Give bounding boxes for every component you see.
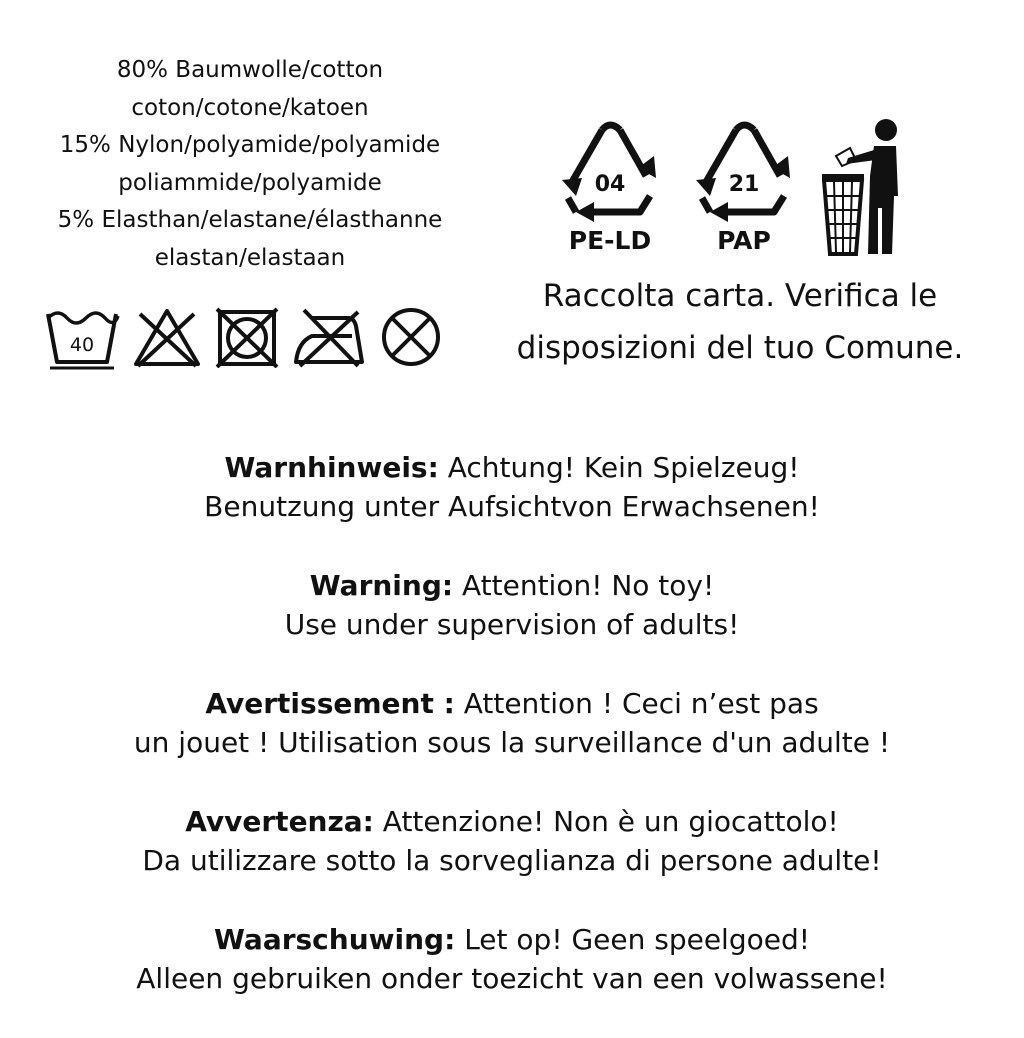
warning-block-it [0, 802, 1024, 880]
warning-text: Let op! Geen speelgoed! [455, 923, 810, 956]
warning-label: Warnhinweis: [224, 451, 439, 484]
recycle-triangle-icon [554, 116, 666, 226]
no-iron-icon [292, 306, 366, 368]
warning-label: Waarschuwing: [214, 923, 456, 956]
warning-block-fr [0, 684, 1024, 762]
recycle-triangle-icon [688, 116, 800, 226]
recycle-code: 04 [594, 172, 626, 197]
warning-block-de [0, 448, 1024, 526]
fabric-composition [0, 52, 500, 277]
recycle-code: 21 [728, 172, 760, 197]
safety-warnings [0, 448, 1024, 1038]
warning-text: Attenzione! Non è un giocattolo! [373, 805, 839, 838]
warning-line: Use under supervision of adults! [284, 608, 740, 641]
warning-line [0, 448, 1024, 487]
warning-line: un jouet ! Utilisation sous la surveillance d'un adulte ! [133, 726, 891, 759]
warning-line [0, 920, 1024, 959]
wash-temperature: 40 [69, 334, 95, 356]
warning-text: Attention ! Ceci n’est pas [454, 687, 819, 720]
recycling-symbols [548, 116, 908, 266]
warning-label: Avertissement : [205, 687, 455, 720]
warning-label: Warning: [309, 569, 454, 602]
warning-label: Avvertenza: [185, 805, 374, 838]
disposal-note [470, 270, 1010, 374]
disposal-note-line: Raccolta carta. Verifica le [542, 278, 938, 314]
warning-block-nl [0, 920, 1024, 998]
warning-line: Benutzung unter Aufsichtvon Erwachsenen! [204, 490, 820, 523]
warning-line [0, 802, 1024, 841]
warning-line: Da utilizzare sotto la sorveglianza di persone adulte! [142, 844, 882, 877]
composition-line: 15% Nylon/polyamide/polyamide [59, 132, 441, 158]
composition-line: coton/cotone/katoen [131, 94, 369, 121]
composition-line: poliammide/polyamide [118, 169, 382, 196]
warning-text: Achtung! Kein Spielzeug! [438, 451, 800, 484]
wash-40-icon [44, 304, 120, 370]
tidyman-bin-icon [822, 116, 902, 256]
warning-text: Attention! No toy! [453, 569, 715, 602]
warning-line [0, 684, 1024, 723]
warning-line: Alleen gebruiken onder toezicht van een volwassene! [136, 962, 888, 995]
no-dry-clean-icon [378, 306, 444, 368]
composition-line: 5% Elasthan/elastane/élasthanne [57, 207, 443, 233]
recycle-material: PAP [717, 226, 771, 255]
no-tumble-dry-icon [214, 306, 280, 368]
disposal-note-line: disposizioni del tuo Comune. [516, 330, 964, 366]
composition-line: 80% Baumwolle/cotton [116, 57, 384, 83]
warning-block-en [0, 566, 1024, 644]
warning-line [0, 566, 1024, 605]
composition-line: elastan/elastaan [154, 244, 346, 271]
recycle-material: PE-LD [568, 226, 652, 255]
care-symbols [44, 302, 444, 372]
no-bleach-icon [132, 306, 202, 368]
